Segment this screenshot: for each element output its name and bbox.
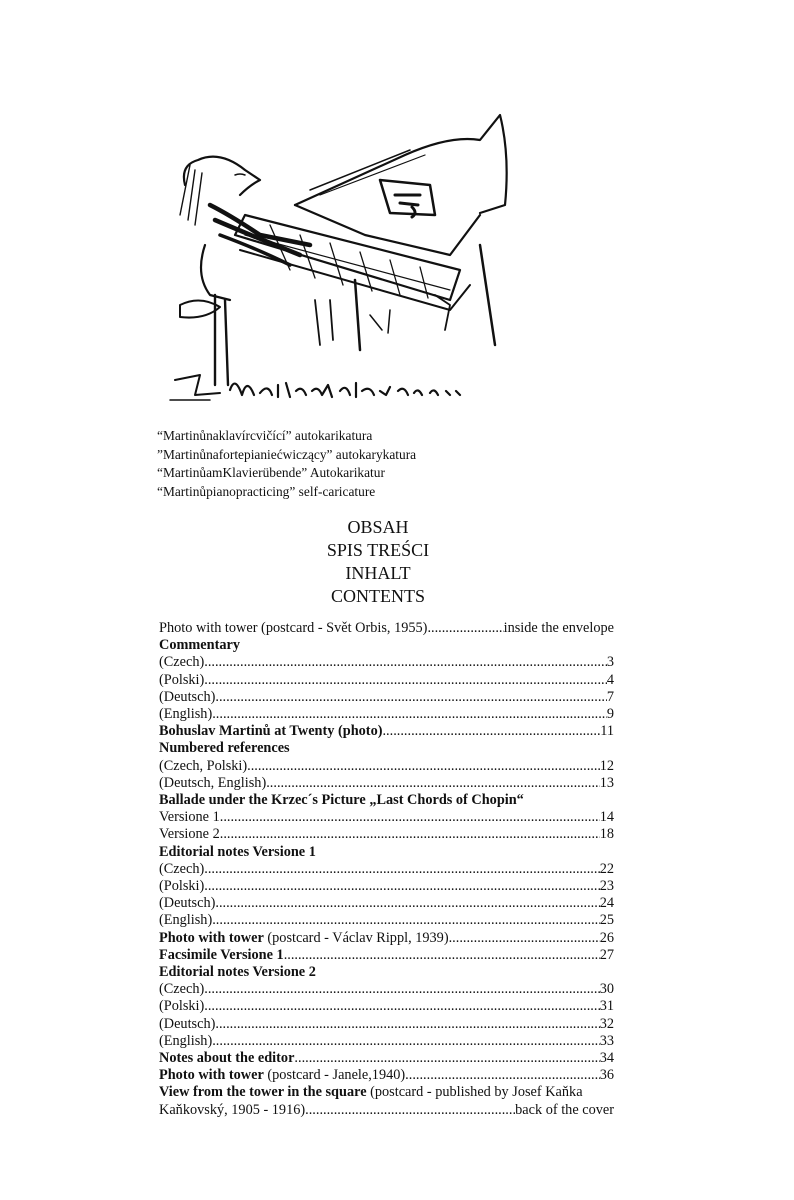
toc-entry-title [159, 758, 247, 775]
caption-german: “MartinůamKlavierübende” Autokarikatur [157, 465, 385, 481]
toc-entry-bold: Bohuslav Martinů at Twenty (photo) [159, 723, 383, 740]
toc-entry-title [159, 775, 266, 792]
toc-page-number: 22 [599, 860, 614, 877]
toc-entry [159, 861, 614, 878]
heading-german: INHALT [345, 563, 411, 583]
toc-entry [159, 895, 614, 912]
toc-page-number: 36 [599, 1067, 614, 1084]
toc-page-number: 30 [599, 981, 614, 998]
toc-entry [159, 1102, 614, 1119]
toc-entry-text: (Deutsch) [159, 688, 216, 705]
toc-page-number: 7 [606, 688, 614, 705]
dot-leader [204, 861, 599, 878]
toc-entry [159, 1067, 614, 1084]
toc-entry-text: (English) [159, 1032, 213, 1049]
dot-leader [212, 912, 599, 929]
toc-entry-text: (Polski) [159, 998, 205, 1015]
toc-page-number: 12 [599, 757, 614, 774]
toc-entry [159, 689, 614, 706]
toc-page-number: 13 [599, 774, 614, 791]
dot-leader [220, 809, 600, 826]
toc-entry-title [159, 654, 204, 671]
toc-entry-title [159, 689, 215, 706]
toc-entry-text: Photo with tower (postcard - Svět Orbis, 1955) [159, 620, 428, 636]
toc-page-number: 18 [599, 826, 614, 843]
toc-entry-title [159, 706, 212, 723]
toc-page-number: 3 [606, 654, 614, 671]
toc-entry-text: (postcard - Václav Rippl, 1939) [263, 929, 449, 946]
toc-entry-text: (English) [159, 706, 213, 723]
toc-page-number: 4 [606, 671, 614, 688]
dot-leader [305, 1102, 515, 1119]
dot-leader [215, 895, 599, 912]
heading-czech: OBSAH [347, 517, 409, 537]
table-of-contents [159, 620, 614, 1119]
toc-page-number: 9 [606, 706, 614, 723]
toc-entry [159, 758, 614, 775]
toc-entry-text: (Czech) [159, 860, 205, 877]
toc-entry-title [159, 981, 204, 998]
toc-entry [159, 706, 614, 723]
toc-entry [159, 844, 614, 861]
dot-leader [204, 878, 599, 895]
toc-entry-title [159, 826, 220, 843]
toc-entry-text: (Deutsch) [159, 1015, 216, 1032]
toc-entry-text: (Polski) [159, 671, 205, 688]
toc-page-number: 25 [599, 912, 614, 929]
toc-entry [159, 809, 614, 826]
toc-entry-text: Kaňkovský, 1905 - 1916) [159, 1101, 306, 1118]
toc-entry-text: (postcard - published by Josef Kaňka [366, 1084, 583, 1101]
toc-entry-title [159, 1067, 405, 1084]
dot-leader [212, 706, 607, 723]
toc-page-number: 32 [599, 1015, 614, 1032]
toc-entry [159, 792, 614, 809]
toc-entry-bold: Notes about the editor [159, 1050, 295, 1067]
heading-polish: SPIS TREŚCI [326, 540, 430, 560]
toc-page-number: 14 [599, 809, 614, 826]
dot-leader [204, 998, 599, 1015]
toc-entry [159, 912, 614, 929]
toc-page-number: 34 [599, 1050, 614, 1067]
caption-english: “Martinůpianopracticing” self-caricature [157, 484, 376, 500]
toc-entry [159, 672, 614, 689]
toc-entry [159, 637, 614, 654]
heading-english: CONTENTS [331, 586, 425, 606]
toc-page-number: 33 [599, 1032, 614, 1049]
toc-heading: Editorial notes Versione 2 [159, 964, 316, 981]
toc-entry [159, 826, 614, 843]
caption-czech: “Martinůnaklavírcvičící” autokarikatura [157, 428, 373, 443]
toc-heading: Ballade under the Krzec´s Picture „Last Chords of Chopin“ [159, 792, 524, 809]
toc-entry-text: (Czech) [159, 981, 205, 998]
toc-entry-text: (Czech, Polski) [159, 757, 248, 774]
pianist-drawing [180, 157, 310, 385]
toc-entry-title [159, 620, 427, 637]
toc-entry-title [159, 998, 204, 1015]
toc-page-number: inside the envelope [503, 620, 614, 636]
piano-drawing [235, 115, 530, 350]
toc-entry [159, 1033, 614, 1050]
toc-entry-title [159, 861, 204, 878]
dot-leader [382, 723, 600, 740]
dot-leader [294, 1050, 599, 1067]
toc-entry-title [159, 1033, 212, 1050]
toc-entry-title [159, 947, 284, 964]
toc-entry-text: Versione 2 [159, 826, 220, 843]
toc-entry [159, 723, 614, 740]
toc-page-number: 24 [599, 895, 614, 912]
toc-entry-text: (Deutsch) [159, 895, 216, 912]
toc-entry [159, 654, 614, 671]
dot-leader [247, 758, 600, 775]
dot-leader [284, 947, 600, 964]
toc-entry [159, 1016, 614, 1033]
toc-entry [159, 775, 614, 792]
toc-heading: Numbered references [159, 740, 290, 757]
dot-leader [220, 826, 600, 843]
toc-entry [159, 981, 614, 998]
toc-entry-text: Versione 1 [159, 809, 220, 826]
toc-entry-text: (English) [159, 912, 213, 929]
toc-entry-title [159, 895, 215, 912]
dot-leader [204, 672, 607, 689]
caption-polish: ”Martinůnafortepianiećwiczący” autokarykatura [157, 446, 417, 462]
toc-entry [159, 878, 614, 895]
toc-entry-bold: Photo with tower [159, 1067, 264, 1084]
toc-entry [159, 1084, 614, 1101]
toc-entry-text: (Czech) [159, 654, 205, 671]
toc-entry-title [159, 878, 204, 895]
toc-entry-text: (postcard - Janele,1940) [263, 1067, 406, 1084]
toc-entry [159, 998, 614, 1015]
dot-leader [215, 1016, 599, 1033]
toc-entry-bold: Facsimile Versione 1 [159, 946, 284, 963]
dot-leader [212, 1033, 599, 1050]
dot-leader [449, 930, 600, 947]
toc-entry [159, 964, 614, 981]
toc-page-number: 27 [599, 946, 614, 963]
toc-page-number: 31 [599, 998, 614, 1015]
toc-page-number: 26 [599, 929, 614, 946]
dot-leader [215, 689, 606, 706]
toc-entry-title [159, 1016, 215, 1033]
dot-leader [204, 981, 599, 998]
toc-entry-title [159, 1102, 305, 1119]
toc-entry-title [159, 912, 212, 929]
toc-entry-bold: Photo with tower [159, 929, 264, 946]
toc-entry-title [159, 1050, 294, 1067]
toc-page-number: back of the cover [515, 1101, 614, 1118]
toc-entry-title [159, 723, 382, 740]
toc-heading: Commentary [159, 637, 240, 654]
dot-leader [266, 775, 599, 792]
toc-entry [159, 1050, 614, 1067]
toc-entry [159, 740, 614, 757]
toc-page-number: 23 [599, 878, 614, 895]
caricature-illustration [150, 95, 530, 425]
toc-entry-text: (Polski) [159, 878, 205, 895]
dot-leader [427, 620, 503, 637]
caption-block [157, 427, 416, 502]
toc-heading: View from the tower in the square [159, 1084, 367, 1101]
toc-entry-title [159, 930, 449, 947]
contents-heading [178, 516, 578, 608]
dot-leader [204, 654, 607, 671]
toc-entry [159, 947, 614, 964]
toc-heading: Editorial notes Versione 1 [159, 843, 316, 860]
dot-leader [405, 1067, 600, 1084]
toc-entry [159, 930, 614, 947]
toc-entry-title [159, 672, 204, 689]
toc-entry [159, 620, 614, 637]
toc-page-number: 11 [600, 723, 614, 740]
toc-entry-title [159, 809, 220, 826]
signature-drawing [170, 375, 460, 400]
toc-entry-text: (Deutsch, English) [159, 774, 267, 791]
